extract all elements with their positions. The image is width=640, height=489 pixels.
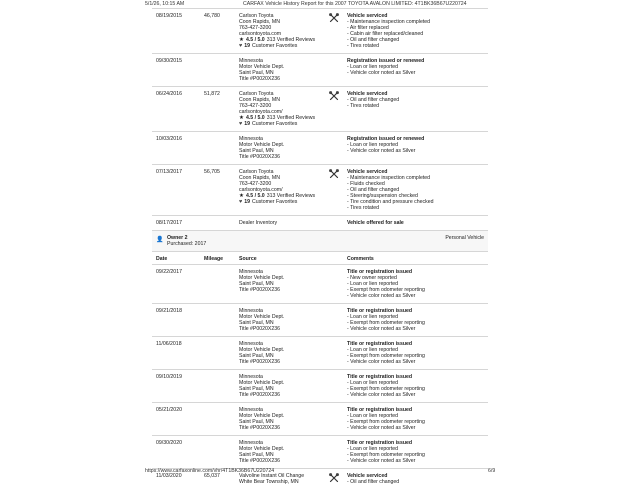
record-comments	[347, 58, 424, 76]
col-mileage: Mileage	[204, 256, 224, 262]
source-line: Title #P0020X236	[239, 392, 281, 398]
source-line: Motor Vehicle Dept.	[239, 413, 285, 419]
comment-item: - Tires rotated	[347, 43, 380, 49]
history-row	[152, 435, 488, 468]
comment-item: - Oil and filter changed	[347, 187, 400, 193]
source-line: Title #P0020X236	[239, 287, 281, 293]
source-line: Motor Vehicle Dept.	[239, 275, 285, 281]
source-line: White Bear Township, MN	[239, 479, 299, 485]
comment-item: - Loan or lien reported	[347, 64, 399, 70]
record-date: 09/10/2019	[156, 374, 182, 380]
favorites-label: Customer Favorites	[252, 43, 298, 49]
source-line: Carlson Toyota	[239, 169, 274, 175]
history-row	[152, 369, 488, 402]
comment-item: - Oil and filter changed	[347, 479, 400, 485]
record-comments	[347, 407, 425, 431]
source-website-link[interactable]: carlsontoyota.com/	[239, 109, 283, 115]
col-comments: Comments	[347, 256, 374, 262]
rating-value: 4.5 / 5.0	[245, 115, 265, 121]
comment-item: - Exempt from odometer reporting	[347, 353, 425, 359]
comment-item: - Tires rotated	[347, 205, 380, 211]
owner-vehicle-type: Personal Vehicle	[445, 235, 484, 241]
record-date: 07/13/2017	[156, 169, 182, 175]
comment-item: - Oil and filter changed	[347, 97, 400, 103]
source-line: Carlson Toyota	[239, 91, 274, 97]
source-line: Dealer Inventory	[239, 220, 278, 226]
record-source	[239, 91, 315, 127]
comment-item: - Vehicle color noted as Silver	[347, 70, 416, 76]
reviews-count: 313 Verified Reviews	[266, 193, 316, 199]
source-line: 763-427-3200	[239, 181, 272, 187]
source-line: Motor Vehicle Dept.	[239, 142, 285, 148]
col-source: Source	[239, 256, 257, 262]
record-source	[239, 341, 284, 365]
comment-title: Title or registration issued	[347, 440, 413, 446]
comment-item: - Air filter replaced	[347, 25, 389, 31]
source-favorites	[239, 121, 315, 127]
record-source	[239, 169, 315, 205]
record-comments	[347, 220, 404, 226]
record-date: 06/24/2016	[156, 91, 182, 97]
page-number: 6/9	[488, 468, 496, 474]
comment-title: Vehicle serviced	[347, 91, 388, 97]
source-line: Title #P0020X236	[239, 425, 281, 431]
owner2-records	[152, 264, 488, 489]
column-headers	[152, 251, 488, 264]
record-date: 05/21/2020	[156, 407, 182, 413]
comment-item: - Loan or lien reported	[347, 446, 399, 452]
record-source	[239, 220, 277, 226]
record-comments	[347, 13, 430, 49]
comment-title: Registration issued or renewed	[347, 58, 425, 64]
source-line: Title #P0020X236	[239, 154, 281, 160]
history-row	[152, 53, 488, 86]
comment-item: - Exempt from odometer reporting	[347, 419, 425, 425]
comment-item: - Tire condition and pressure checked	[347, 199, 434, 205]
owner1-records	[152, 8, 488, 230]
source-line: Title #P0020X236	[239, 326, 281, 332]
record-comments	[347, 374, 425, 398]
record-comments	[347, 269, 425, 299]
history-row	[152, 131, 488, 164]
heart-icon: ♥	[239, 43, 243, 49]
comment-item: - Maintenance inspection completed	[347, 175, 431, 181]
heart-icon: ♥	[239, 121, 243, 127]
source-line: Minnesota	[239, 341, 263, 347]
source-line: Coon Rapids, MN	[239, 19, 280, 25]
record-source	[239, 269, 284, 293]
record-source	[239, 308, 284, 332]
record-date: 09/30/2020	[156, 440, 182, 446]
source-line: Saint Paul, MN	[239, 281, 274, 287]
favorites-label: Customer Favorites	[252, 121, 298, 127]
record-date: 08/19/2015	[156, 13, 182, 19]
history-row	[152, 264, 488, 303]
wrench-icon	[329, 473, 339, 483]
heart-icon: ♥	[239, 199, 243, 205]
comment-item: - Loan or lien reported	[347, 314, 399, 320]
source-line: Title #P0020X236	[239, 458, 281, 464]
record-mileage: 46,780	[204, 13, 220, 19]
wrench-icon	[329, 13, 339, 23]
source-favorites	[239, 199, 315, 205]
comment-item: - Exempt from odometer reporting	[347, 386, 425, 392]
record-comments	[347, 136, 424, 154]
history-row	[152, 86, 488, 131]
comment-item: - Exempt from odometer reporting	[347, 452, 425, 458]
source-line: Saint Paul, MN	[239, 419, 274, 425]
comment-title: Title or registration issued	[347, 308, 413, 314]
comment-item: - Loan or lien reported	[347, 142, 399, 148]
owner-name: Owner 2	[167, 235, 188, 241]
record-date: 09/21/2018	[156, 308, 182, 314]
history-row	[152, 336, 488, 369]
comment-item: - Vehicle color noted as Silver	[347, 458, 416, 464]
record-mileage: 65,037	[204, 473, 220, 479]
source-line: Motor Vehicle Dept.	[239, 64, 285, 70]
source-line: Saint Paul, MN	[239, 452, 274, 458]
source-line: Valvoline Instant Oil Change	[239, 473, 305, 479]
history-row	[152, 303, 488, 336]
source-line: Minnesota	[239, 58, 263, 64]
source-line: Title #P0020X236	[239, 76, 281, 82]
record-source	[239, 440, 284, 464]
comment-title: Vehicle serviced	[347, 473, 388, 479]
comment-item: - Oil and filter changed	[347, 37, 400, 43]
comment-title: Title or registration issued	[347, 269, 413, 275]
star-icon: ★	[239, 37, 244, 43]
rating-value: 4.5 / 5.0	[245, 193, 265, 199]
comment-item: - Loan or lien reported	[347, 413, 399, 419]
comment-item: - Vehicle color noted as Silver	[347, 293, 416, 299]
reviews-count: 313 Verified Reviews	[266, 37, 316, 43]
record-date: 11/06/2018	[156, 341, 182, 347]
star-icon: ★	[239, 115, 244, 121]
comment-item: - Vehicle color noted as Silver	[347, 425, 416, 431]
owner-header	[152, 230, 488, 251]
record-source	[239, 407, 284, 431]
comment-title: Title or registration issued	[347, 374, 413, 380]
comment-item: - Tires rotated	[347, 103, 380, 109]
record-source	[239, 374, 284, 398]
source-line: Saint Paul, MN	[239, 70, 274, 76]
source-line: Motor Vehicle Dept.	[239, 380, 285, 386]
comment-item: - Fluids checked	[347, 181, 385, 187]
record-comments	[347, 308, 425, 332]
record-date: 09/30/2015	[156, 58, 182, 64]
source-line: Minnesota	[239, 440, 263, 446]
history-report	[152, 8, 488, 489]
history-row	[152, 215, 488, 230]
source-line: Minnesota	[239, 308, 263, 314]
comment-item: - Exempt from odometer reporting	[347, 287, 425, 293]
person-icon: 👤	[156, 237, 164, 243]
source-line: Carlson Toyota	[239, 13, 274, 19]
favorites-count: 19	[244, 121, 251, 127]
rating-value: 4.5 / 5.0	[245, 37, 265, 43]
comment-item: - Vehicle color noted as Silver	[347, 392, 416, 398]
comment-item: - Steering/suspension checked	[347, 193, 418, 199]
favorites-label: Customer Favorites	[252, 199, 298, 205]
comment-item: - Maintenance inspection completed	[347, 19, 431, 25]
source-line: Title #P0020X236	[239, 359, 281, 365]
comment-item: - Exempt from odometer reporting	[347, 320, 425, 326]
star-icon: ★	[239, 193, 244, 199]
record-comments	[347, 440, 425, 464]
favorites-count: 19	[244, 43, 251, 49]
comment-item: - Cabin air filter replaced/cleaned	[347, 31, 424, 37]
source-favorites	[239, 43, 315, 49]
comment-title: Registration issued or renewed	[347, 136, 425, 142]
source-website-link[interactable]: carlsontoyota.com	[239, 31, 282, 37]
source-line: Minnesota	[239, 136, 263, 142]
comment-item: - Loan or lien reported	[347, 347, 399, 353]
comment-title: Vehicle serviced	[347, 169, 388, 175]
history-row	[152, 8, 488, 53]
source-website-link[interactable]: carlsontoyota.com/	[239, 187, 283, 193]
record-source	[239, 473, 304, 485]
wrench-icon	[329, 91, 339, 101]
source-line: Motor Vehicle Dept.	[239, 314, 285, 320]
wrench-icon	[329, 169, 339, 179]
history-row	[152, 164, 488, 215]
source-line: Minnesota	[239, 374, 263, 380]
source-line: Coon Rapids, MN	[239, 97, 280, 103]
record-source	[239, 13, 315, 49]
record-date: 10/03/2016	[156, 136, 182, 142]
record-comments	[347, 473, 399, 485]
favorites-count: 19	[244, 199, 251, 205]
record-mileage: 56,705	[204, 169, 220, 175]
comment-item: - Loan or lien reported	[347, 281, 399, 287]
owner-purchased: Purchased: 2017	[167, 241, 207, 247]
source-line: Coon Rapids, MN	[239, 175, 280, 181]
comment-item: - Vehicle color noted as Silver	[347, 326, 416, 332]
record-comments	[347, 169, 434, 211]
source-line: Minnesota	[239, 407, 263, 413]
record-date: 09/22/2017	[156, 269, 182, 275]
record-mileage: 51,872	[204, 91, 220, 97]
record-date: 11/03/2020	[156, 473, 182, 479]
comment-title: Title or registration issued	[347, 341, 413, 347]
record-source	[239, 136, 284, 160]
print-timestamp: 5/1/26, 10:15 AM	[145, 1, 185, 7]
print-title: CARFAX Vehicle History Report for this 2007 TOYOTA AVALON LIMITED: 4T1BK36B67U220724	[243, 1, 467, 7]
source-line: Saint Paul, MN	[239, 320, 274, 326]
source-line: Motor Vehicle Dept.	[239, 347, 285, 353]
comment-item: - Vehicle color noted as Silver	[347, 148, 416, 154]
comment-item: - Vehicle color noted as Silver	[347, 359, 416, 365]
record-comments	[347, 91, 399, 109]
record-source	[239, 58, 284, 82]
record-comments	[347, 341, 425, 365]
source-line: 763-427-3200	[239, 103, 272, 109]
source-line: Minnesota	[239, 269, 263, 275]
comment-title: Vehicle serviced	[347, 13, 388, 19]
record-date: 08/17/2017	[156, 220, 182, 226]
comment-item: - New owner reported	[347, 275, 397, 281]
col-date: Date	[156, 256, 168, 262]
source-line: Motor Vehicle Dept.	[239, 446, 285, 452]
print-url: https://www.carfaxonline.com/vhr/4T1BK36B67U220724	[145, 468, 275, 474]
comment-title: Vehicle offered for sale	[347, 220, 404, 226]
source-line: Saint Paul, MN	[239, 386, 274, 392]
source-line: Saint Paul, MN	[239, 148, 274, 154]
source-line: Saint Paul, MN	[239, 353, 274, 359]
source-line: 763-427-3200	[239, 25, 272, 31]
comment-title: Title or registration issued	[347, 407, 413, 413]
history-row	[152, 402, 488, 435]
comment-item: - Loan or lien reported	[347, 380, 399, 386]
reviews-count: 313 Verified Reviews	[266, 115, 316, 121]
